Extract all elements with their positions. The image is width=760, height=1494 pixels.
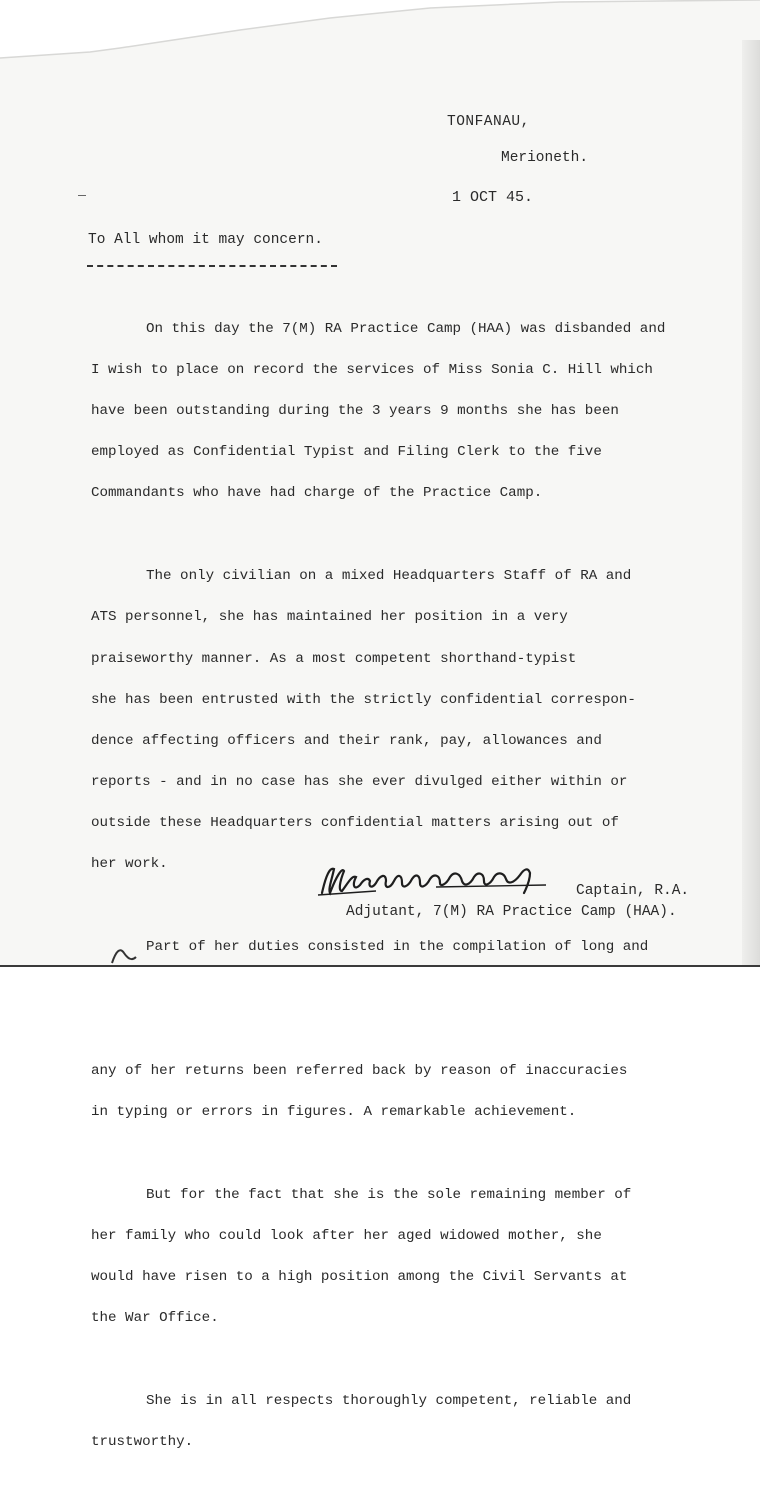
text-line: would have risen to a high position among the Civil Servants at xyxy=(91,1269,628,1286)
signatory-rank: Captain, R.A. xyxy=(576,883,690,899)
text-line: her family who could look after her aged widowed mother, she xyxy=(91,1227,602,1244)
paragraph-4 xyxy=(91,1164,731,1349)
signature-block xyxy=(316,855,736,935)
paper-top-edge xyxy=(0,0,760,70)
paragraph-2 xyxy=(91,546,731,896)
letter-date: 1 OCT 45. xyxy=(452,189,534,206)
salutation: To All whom it may concern. xyxy=(88,232,323,248)
margin-tick xyxy=(78,195,86,196)
address-town: TONFANAU, xyxy=(447,114,530,130)
text-line: Part of her duties consisted in the compilation of long and xyxy=(146,939,649,956)
text-line: outside these Headquarters confidential matters arising out of xyxy=(91,815,619,832)
paper-right-edge xyxy=(742,40,760,965)
stray-pen-mark xyxy=(110,943,140,967)
text-line: praiseworthy manner. As a most competent shorthand-typist xyxy=(91,650,577,667)
text-line: reports - and in no case has she ever divulged either within or xyxy=(91,774,628,791)
text-line: I wish to place on record the services of Miss Sonia C. Hill which xyxy=(91,361,653,378)
text-line: trustworthy. xyxy=(91,1434,194,1451)
text-line: her work. xyxy=(91,856,168,873)
paper-bottom-edge xyxy=(0,965,760,1039)
text-line: she has been entrusted with the strictly confidential correspon- xyxy=(91,691,636,708)
text-line: employed as Confidential Typist and Filing Clerk to the five xyxy=(91,444,602,461)
text-line: The only civilian on a mixed Headquarters Staff of RA and xyxy=(146,568,632,585)
text-line: the War Office. xyxy=(91,1310,219,1327)
text-line: dence affecting officers and their rank, pay, allowances and xyxy=(91,732,602,749)
handwritten-signature xyxy=(316,855,566,905)
salutation-underline xyxy=(87,265,337,267)
text-line: On this day the 7(M) RA Practice Camp (HAA) was disbanded and xyxy=(146,320,666,337)
paragraph-1 xyxy=(91,298,731,525)
text-line: ATS personnel, she has maintained her position in a very xyxy=(91,609,568,626)
signatory-appointment: Adjutant, 7(M) RA Practice Camp (HAA). xyxy=(346,904,677,920)
text-line: She is in all respects thoroughly competent, reliable and xyxy=(146,1393,632,1410)
text-line: But for the fact that she is the sole remaining member of xyxy=(146,1186,632,1203)
text-line: any of her returns been referred back by reason of inaccuracies xyxy=(91,1062,628,1079)
text-line: Commandants who have had charge of the Practice Camp. xyxy=(91,485,543,502)
address-county: Merioneth. xyxy=(501,150,589,166)
text-line: have been outstanding during the 3 years 9 months she has been xyxy=(91,402,619,419)
text-line: in typing or errors in figures. A remarkable achievement. xyxy=(91,1103,577,1120)
paragraph-5 xyxy=(91,1371,731,1474)
